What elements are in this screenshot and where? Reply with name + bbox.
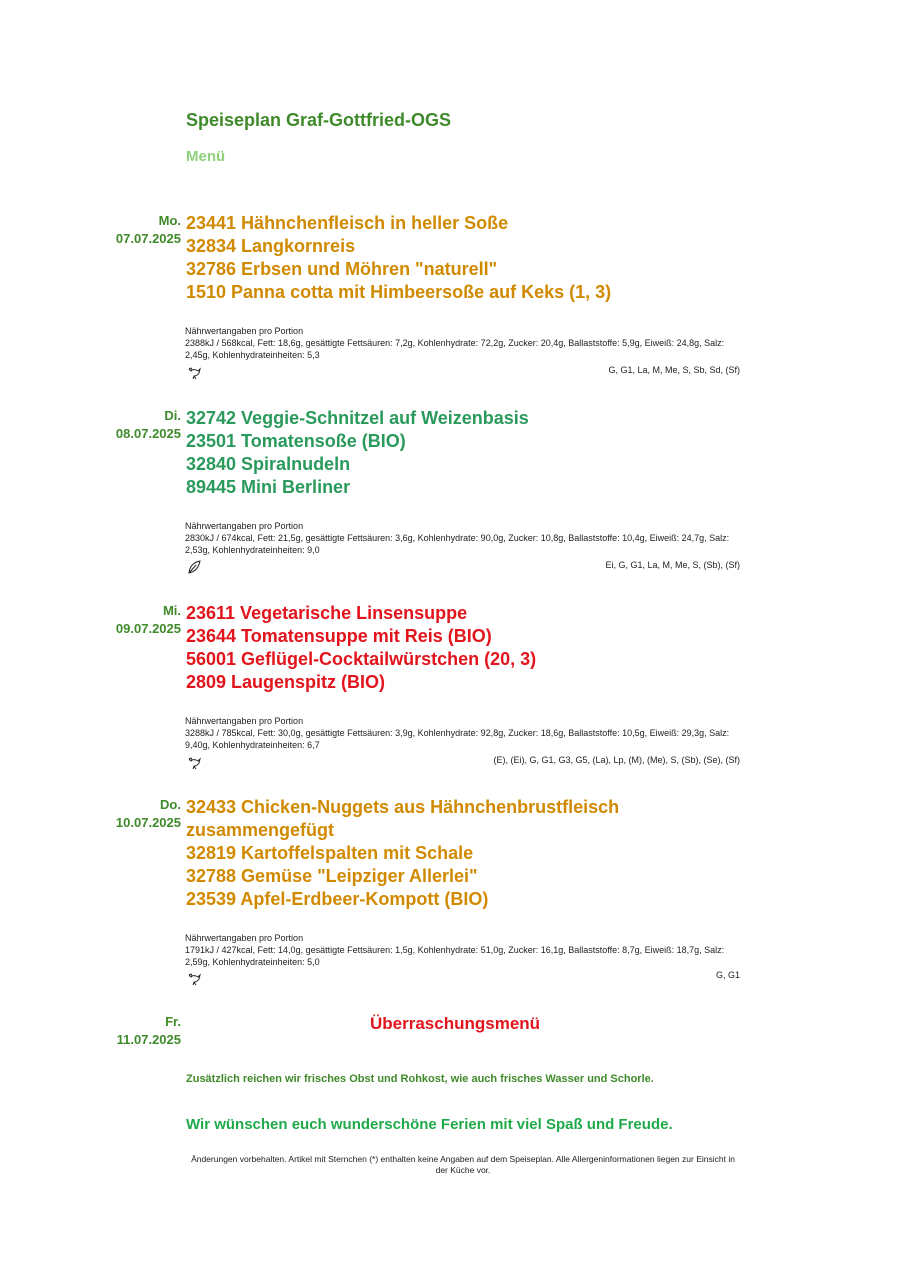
dish-list [186, 407, 666, 499]
chicken-icon [186, 970, 202, 986]
allergen-list: G, G1, La, M, Me, S, Sb, Sd, (Sf) [608, 365, 740, 375]
dish-item: 89445 Mini Berliner [186, 477, 351, 497]
dish-item: 32834 Langkornreis [186, 236, 356, 256]
page-title: Speiseplan Graf-Gottfried-OGS [186, 110, 452, 130]
nutrition-heading: Nährwertangaben pro Portion [185, 716, 304, 726]
dish-list [186, 796, 666, 911]
allergen-list: Ei, G, G1, La, M, Me, S, (Sb), (Sf) [605, 560, 740, 570]
chicken-icon [186, 754, 202, 770]
allergen-list: G, G1 [715, 970, 740, 980]
day-weekday: Fr. [165, 1014, 181, 1029]
nutrition-text: 2388kJ / 568kcal, Fett: 18,6g, gesättigte Fettsäuren: 7,2g, Kohlenhydrate: 72,2g, Zucker: 20,4g, Ballaststoffe: 5,9g, Eiweiß: 24,8g, Salz: 2,45g, Kohlenhydrateinheiten: 5,3 [185, 338, 725, 360]
day-date: 11.07.2025 [116, 1032, 181, 1047]
day-weekday: Di. [164, 408, 181, 423]
day-weekday: Do. [160, 797, 181, 812]
nutrition-text: 3288kJ / 785kcal, Fett: 30,0g, gesättigte Fettsäuren: 3,9g, Kohlenhydrate: 92,8g, Zucker: 18,6g, Ballaststoffe: 10,5g, Eiweiß: 29,3g, Salz: 9,40g, Kohlenhydrateinheiten: 6,7 [185, 728, 730, 750]
dish-item: 56001 Geflügel-Cocktailwürstchen (20, 3) [186, 649, 537, 669]
nutrition-text: 2830kJ / 674kcal, Fett: 21,5g, gesättigte Fettsäuren: 3,6g, Kohlenhydrate: 90,0g, Zucker: 10,8g, Ballaststoffe: 10,4g, Eiweiß: 24,7g, Salz: 2,53g, Kohlenhydrateinheiten: 9,0 [185, 533, 730, 555]
nutrition-info [185, 520, 745, 556]
footer-note: Änderungen vorbehalten. Artikel mit Sternchen (*) enthalten keine Angaben auf dem Speiseplan. Alle Allergeninformationen liegen zur Einsicht in der Küche vor. [191, 1154, 735, 1175]
dish-item: 32742 Veggie-Schnitzel auf Weizenbasis [186, 408, 529, 428]
dish-item: 32840 Spiralnudeln [186, 454, 351, 474]
dish-item: 2809 Laugenspitz (BIO) [186, 672, 386, 692]
allergen-list: (E), (Ei), G, G1, G3, G5, (La), Lp, (M), (Me), S, (Sb), (Se), (Sf) [493, 755, 740, 765]
leaf-icon [186, 559, 202, 575]
dish-item: zusammengefügt [186, 820, 335, 840]
dish-item: 23441 Hähnchenfleisch in heller Soße [186, 213, 509, 233]
day-weekday: Mo. [158, 213, 181, 228]
nutrition-heading: Nährwertangaben pro Portion [185, 326, 304, 336]
dish-item: 32433 Chicken-Nuggets aus Hähnchenbrustfleisch [186, 797, 620, 817]
extra-note: Zusätzlich reichen wir frisches Obst und Rohkost, wie auch frisches Wasser und Schorle. [186, 1073, 654, 1085]
nutrition-info [185, 932, 745, 968]
nutrition-text: 1791kJ / 427kcal, Fett: 14,0g, gesättigte Fettsäuren: 1,5g, Kohlenhydrate: 51,0g, Zucker: 16,1g, Ballaststoffe: 8,7g, Eiweiß: 18,7g, Salz: 2,59g, Kohlenhydrateinheiten: 5,0 [185, 945, 725, 967]
dish-item: 23644 Tomatensuppe mit Reis (BIO) [186, 626, 492, 646]
chicken-icon [186, 364, 202, 380]
dish-item: 32788 Gemüse "Leipziger Allerlei" [186, 866, 478, 886]
day-date: 08.07.2025 [115, 426, 181, 441]
dish-list [186, 212, 666, 304]
dish-item: 1510 Panna cotta mit Himbeersoße auf Keks (1, 3) [186, 282, 612, 302]
day-date: 10.07.2025 [115, 815, 181, 830]
nutrition-heading: Nährwertangaben pro Portion [185, 521, 304, 531]
dish-item: 23539 Apfel-Erdbeer-Kompott (BIO) [186, 889, 489, 909]
dish-item: 23501 Tomatensoße (BIO) [186, 431, 406, 451]
nutrition-info [185, 325, 745, 361]
menu-subtitle: Menü [186, 148, 226, 165]
day-date: 07.07.2025 [115, 231, 181, 246]
dish-item: 32786 Erbsen und Möhren "naturell" [186, 259, 498, 279]
holiday-wish: Wir wünschen euch wunderschöne Ferien mit viel Spaß und Freude. [186, 1116, 673, 1133]
nutrition-heading: Nährwertangaben pro Portion [185, 933, 304, 943]
dish-item: 32819 Kartoffelspalten mit Schale [186, 843, 474, 863]
nutrition-info [185, 715, 745, 751]
dish-list [186, 602, 666, 694]
day-weekday: Mi. [162, 603, 181, 618]
dish-item: 23611 Vegetarische Linsensuppe [186, 603, 468, 623]
day-date: 09.07.2025 [115, 621, 181, 636]
surprise-menu: Überraschungsmenü [370, 1014, 541, 1033]
